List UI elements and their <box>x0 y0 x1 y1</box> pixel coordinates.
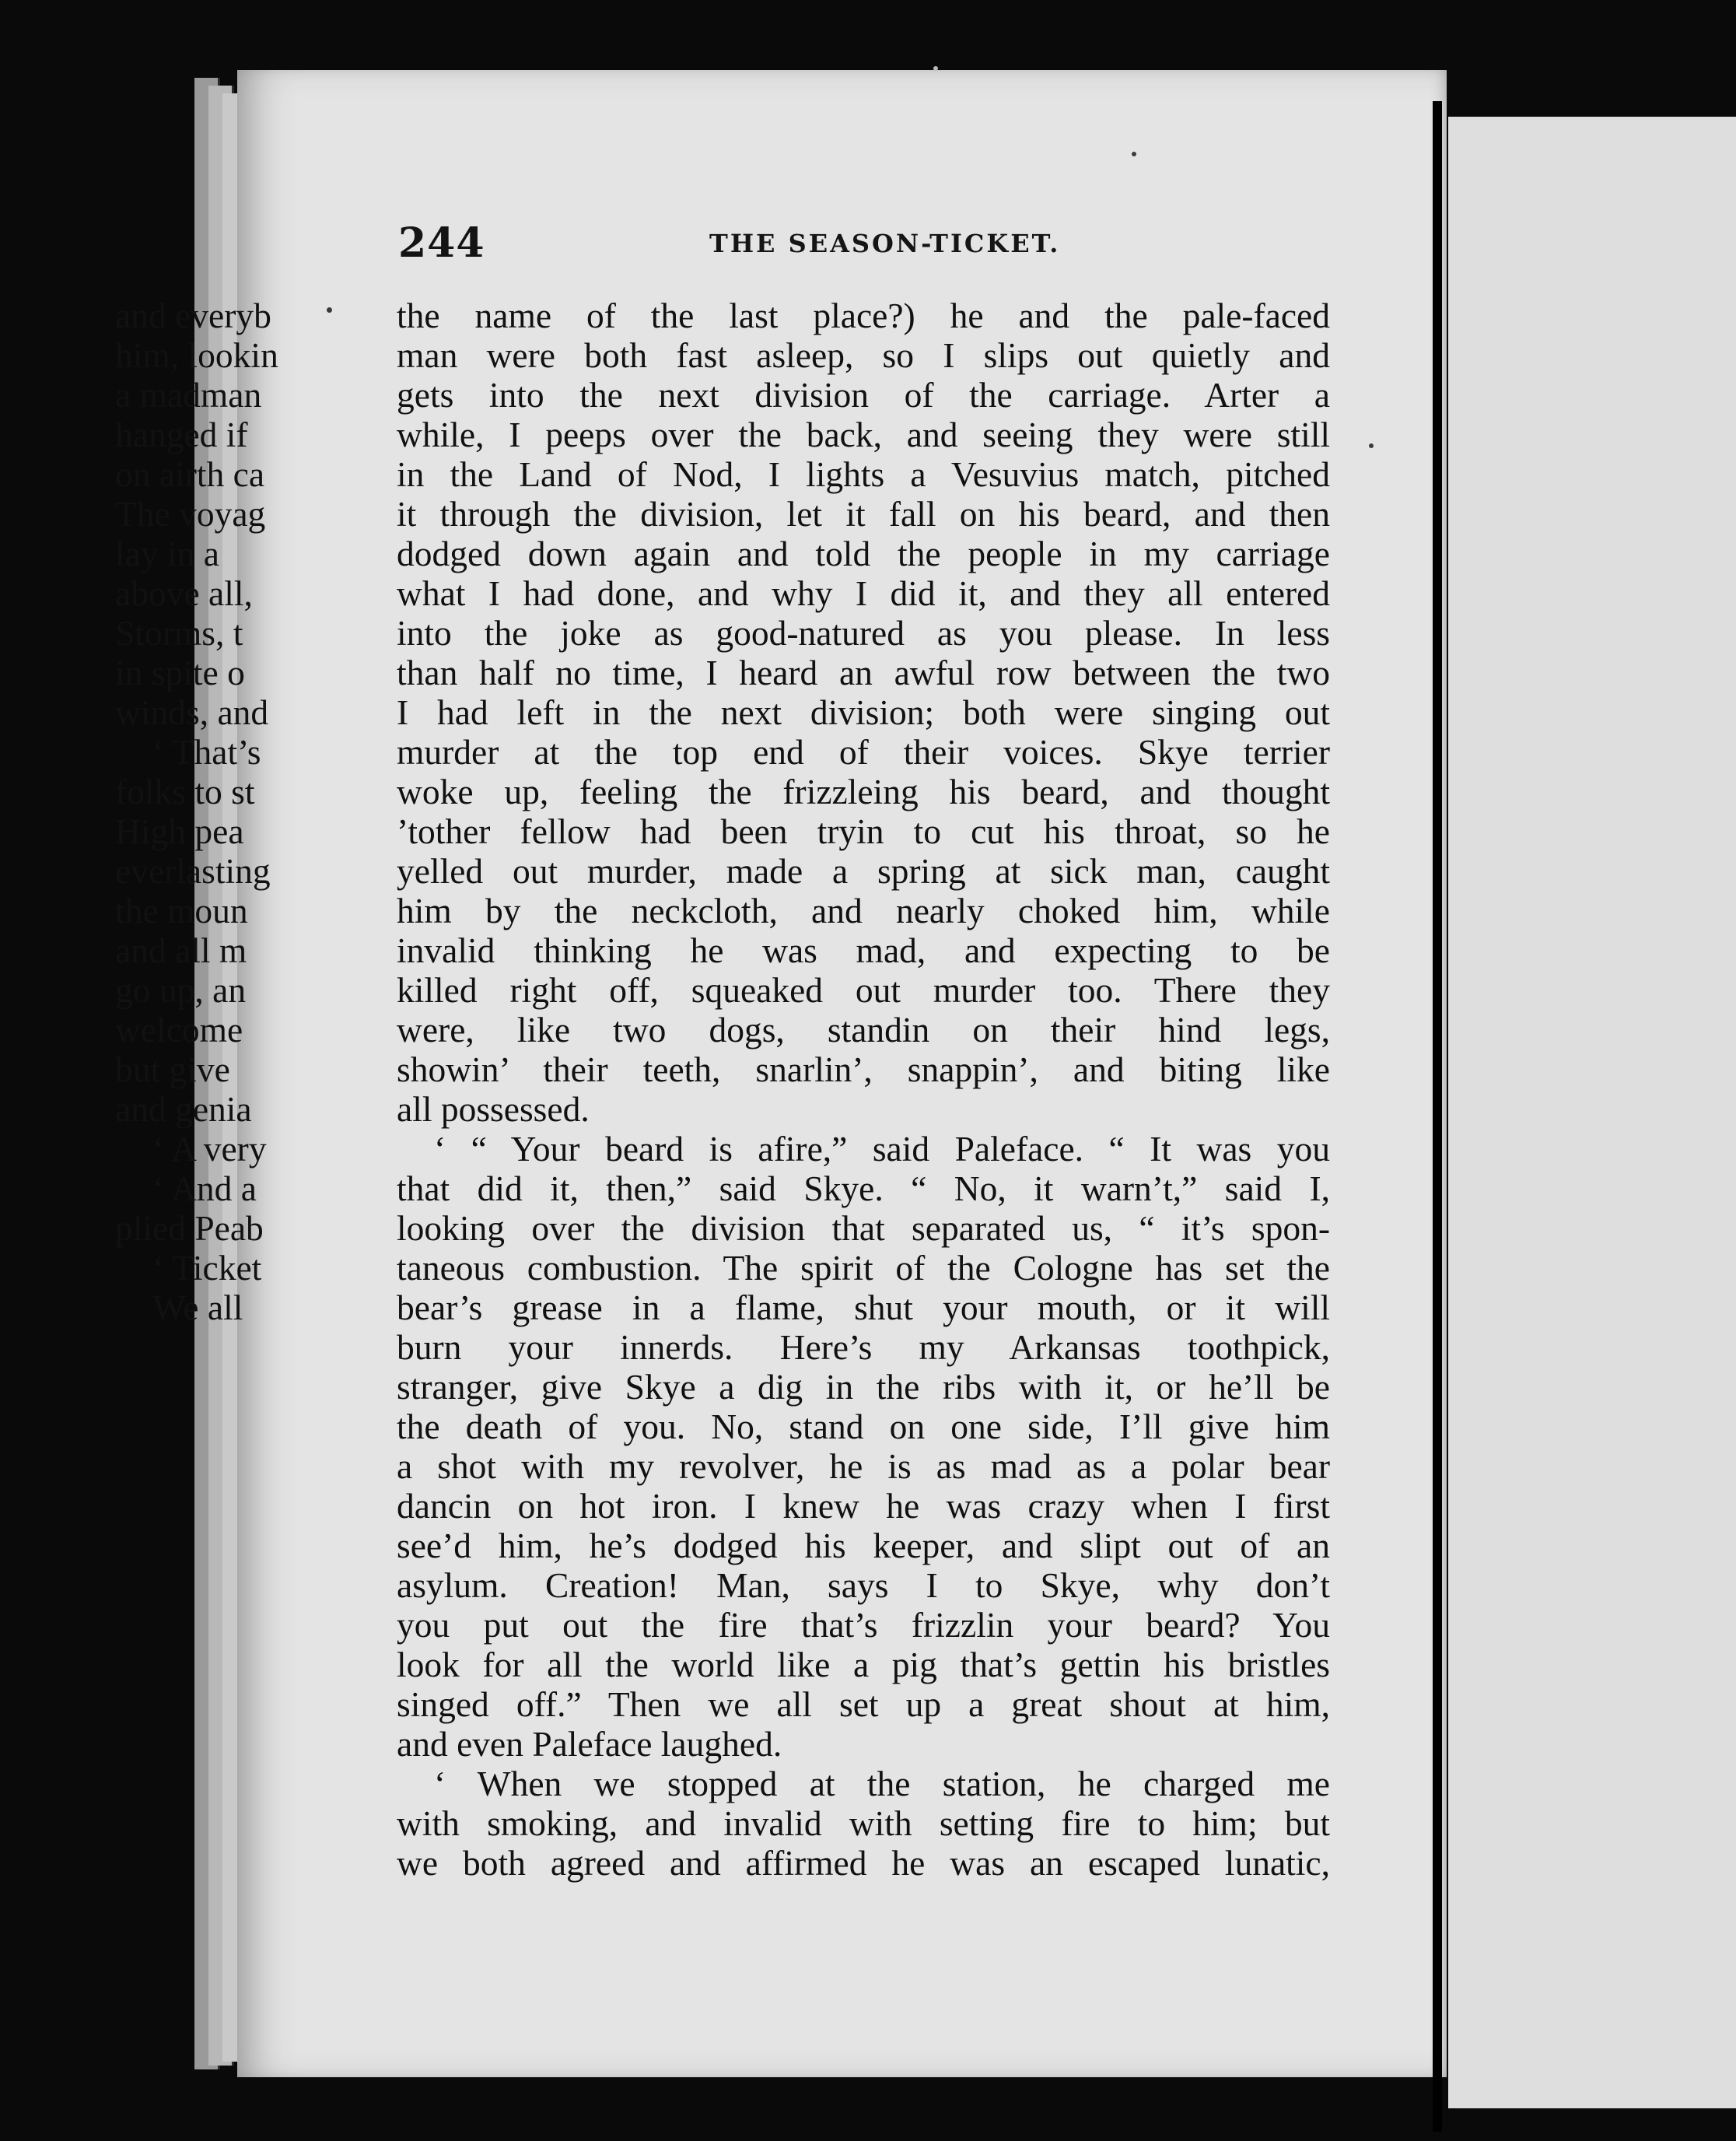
text-line: invalid thinking he was mad, and expecting to be <box>397 930 1330 970</box>
text-line: but give <box>115 1049 230 1089</box>
text-line: on airth ca <box>115 454 265 494</box>
text-line: in the Land of Nod, I lights a Vesuvius match, pitched <box>397 454 1330 494</box>
text-line: showin’ their teeth, snarlin’, snappin’, and biting like <box>397 1049 1330 1089</box>
text-line: him, lookin <box>115 335 278 375</box>
text-line: that did it, then,” said Skye. “ No, it warn’t,” said I, <box>397 1169 1330 1208</box>
book-gutter <box>1433 101 1442 2132</box>
text-line: than half no time, I heard an awful row between the two <box>397 653 1330 692</box>
text-line: everlasting <box>115 851 271 891</box>
text-line: the name of the last place?) he and the pale-faced <box>397 296 1330 335</box>
text-line: ‘ A very <box>152 1129 267 1169</box>
text-line: ‘ When we stopped at the station, he charged me <box>434 1764 1330 1803</box>
text-line: while, I peeps over the back, and seeing they were still <box>397 415 1330 454</box>
right-page-body <box>115 296 426 1327</box>
text-line: stranger, give Skye a dig in the ribs with it, or he’ll be <box>397 1367 1330 1407</box>
running-title: THE SEASON-TICKET. <box>709 229 1061 258</box>
text-line: The voyag <box>115 494 266 534</box>
text-line: folks to st <box>115 772 255 811</box>
text-line: man were both fast asleep, so I slips out quietly and <box>397 335 1330 375</box>
scan-speck <box>327 307 332 313</box>
text-line: taneous combustion. The spirit of the Cologne has set the <box>397 1248 1330 1288</box>
text-line: go up, an <box>115 970 247 1010</box>
text-line: and all m <box>115 930 247 970</box>
text-line: plied Peab <box>115 1208 264 1248</box>
text-line: with smoking, and invalid with setting fire to him; but <box>397 1803 1330 1843</box>
text-line: it through the division, let it fall on his beard, and then <box>397 494 1330 534</box>
text-line: ‘ And a <box>152 1169 257 1208</box>
text-line: a madman <box>115 375 262 415</box>
text-line: in spite o <box>115 653 245 692</box>
text-line: murder at the top end of their voices. Skye terrier <box>397 732 1330 772</box>
scan-speck <box>1369 443 1374 448</box>
text-line: lay in a <box>115 534 219 573</box>
text-line: the death of you. No, stand on one side, I’ll give him <box>397 1407 1330 1446</box>
text-line: were, like two dogs, standin on their hind legs, <box>397 1010 1330 1049</box>
text-line: yelled out murder, made a spring at sick man, caught <box>397 851 1330 891</box>
text-line: Storms, t <box>115 613 243 653</box>
text-line: all possessed. <box>397 1089 590 1129</box>
text-line: looking over the division that separated us, “ it’s spon- <box>397 1208 1330 1248</box>
text-line: above all, <box>115 573 253 613</box>
text-line: ‘ Ticket <box>152 1248 262 1288</box>
text-line: ‘ “ Your beard is afire,” said Paleface. “ It was you <box>434 1129 1330 1169</box>
text-line: burn your innerds. Here’s my Arkansas toothpick, <box>397 1327 1330 1367</box>
text-line: and everyb <box>115 296 271 335</box>
text-line: him by the neckcloth, and nearly choked him, while <box>397 891 1330 930</box>
left-page-body <box>397 296 1330 1883</box>
text-line: a shot with my revolver, he is as mad as a polar bear <box>397 1446 1330 1486</box>
text-line: singed off.” Then we all set up a great shout at him, <box>397 1684 1330 1724</box>
text-line: the moun <box>115 891 248 930</box>
text-line: you put out the fire that’s frizzlin your beard? You <box>397 1605 1330 1645</box>
scan-speck <box>1132 152 1136 156</box>
text-line: hanged if <box>115 415 248 454</box>
text-line: what I had done, and why I did it, and they all entered <box>397 573 1330 613</box>
text-line: and even Paleface laughed. <box>397 1724 782 1764</box>
text-line: asylum. Creation! Man, says I to Skye, why don’t <box>397 1565 1330 1605</box>
text-line: We all <box>152 1288 243 1327</box>
right-page <box>1448 117 1736 2108</box>
text-line: look for all the world like a pig that’s gettin his bristles <box>397 1645 1330 1684</box>
text-line: dancin on hot iron. I knew he was crazy when I first <box>397 1486 1330 1526</box>
text-line: and genia <box>115 1089 252 1129</box>
page-header <box>398 219 1332 266</box>
text-line: see’d him, he’s dodged his keeper, and slipt out of an <box>397 1526 1330 1565</box>
page-number: 244 <box>398 219 485 267</box>
text-line: High pea <box>115 811 244 851</box>
text-line: we both agreed and affirmed he was an escaped lunatic, <box>397 1843 1330 1883</box>
text-line: woke up, feeling the frizzleing his beard, and thought <box>397 772 1330 811</box>
text-line: ’tother fellow had been tryin to cut his throat, so he <box>397 811 1330 851</box>
text-line: welcome <box>115 1010 243 1049</box>
text-line: dodged down again and told the people in my carriage <box>397 534 1330 573</box>
text-line: winds, and <box>115 692 269 732</box>
text-line: ‘ That’s <box>152 732 261 772</box>
text-line: bear’s grease in a flame, shut your mouth, or it will <box>397 1288 1330 1327</box>
text-line: I had left in the next division; both were singing out <box>397 692 1330 732</box>
text-line: gets into the next division of the carriage. Arter a <box>397 375 1330 415</box>
text-line: into the joke as good-natured as you please. In less <box>397 613 1330 653</box>
scan-speck <box>933 66 938 71</box>
text-line: killed right off, squeaked out murder too. There they <box>397 970 1330 1010</box>
